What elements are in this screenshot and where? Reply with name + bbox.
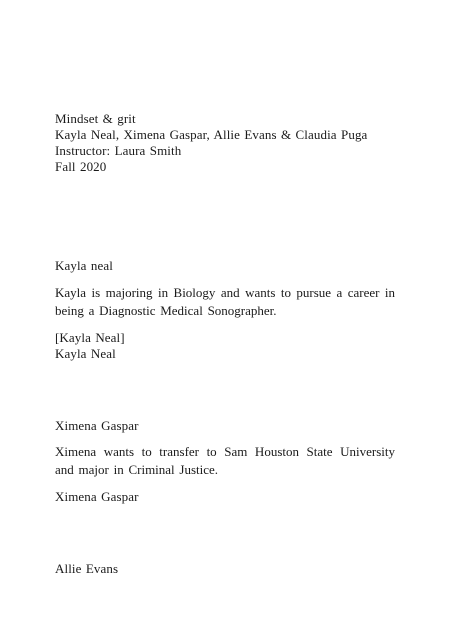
authors-line: Kayla Neal, Ximena Gaspar, Allie Evans & Claudia Puga [55,127,368,142]
ximena-name: Ximena Gaspar [55,489,139,504]
instructor-line: Instructor: Laura Smith [55,143,182,158]
kayla-paragraph: Kayla is majoring in Biology and wants to pursue a career in being a Diagnostic Medical Sonographer. [55,285,395,318]
ximena-heading: Ximena Gaspar [55,418,139,433]
kayla-heading: Kayla neal [55,258,113,273]
term-line: Fall 2020 [55,159,107,174]
allie-heading: Allie Evans [55,561,119,576]
kayla-name: Kayla Neal [55,346,116,361]
ximena-paragraph: Ximena wants to transfer to Sam Houston State University and major in Criminal Justice. [55,444,395,477]
kayla-bracket-name: [Kayla Neal] [55,330,125,345]
document-title: Mindset & grit [55,111,136,126]
